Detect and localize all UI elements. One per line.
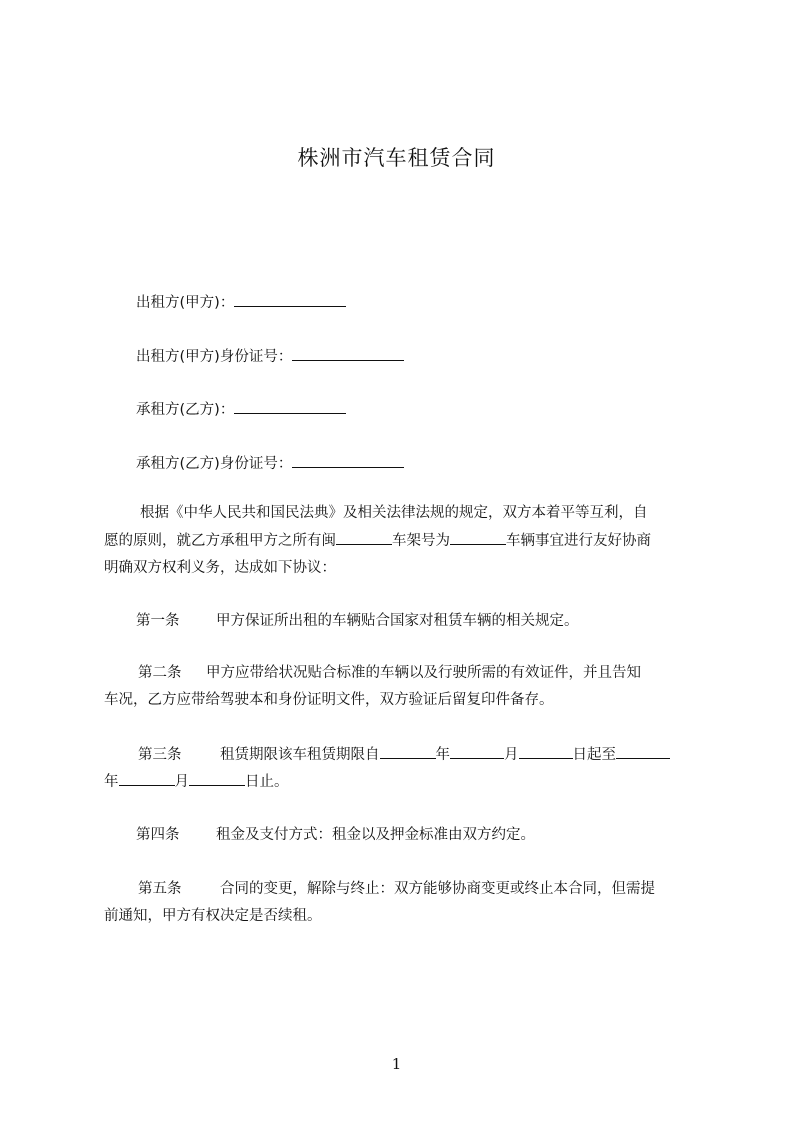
lessee-name-blank bbox=[234, 399, 346, 414]
preamble-text-a: 愿的原则，就乙方承租甲方之所有闽 bbox=[104, 533, 336, 549]
article-1-number: 第一条 bbox=[136, 613, 180, 629]
lessor-id-blank bbox=[292, 346, 404, 361]
year-label: 年 bbox=[435, 747, 450, 763]
lessor-name-label: 出租方(甲方)： bbox=[136, 295, 235, 311]
article-5-number: 第五条 bbox=[138, 881, 182, 897]
preamble-line-3: 明确双方权利义务，达成如下协议： bbox=[104, 560, 336, 576]
lessee-id-label: 承租方(乙方)身份证号： bbox=[136, 456, 293, 472]
end-year-label: 年 bbox=[104, 774, 119, 790]
start-month-blank bbox=[450, 744, 504, 759]
article-1 bbox=[136, 611, 579, 631]
article-3 bbox=[104, 744, 701, 792]
page-title: 株洲市汽车租赁合同 bbox=[297, 146, 496, 170]
article-2-line-2: 车况，乙方应带给驾驶本和身份证明文件，双方验证后留复印件备存。 bbox=[104, 692, 554, 708]
month-label: 月 bbox=[504, 747, 519, 763]
day-label: 日起至 bbox=[572, 747, 616, 763]
preamble bbox=[104, 503, 701, 576]
article-2-text-1: 甲方应带给状况贴合标准的车辆以及行驶所需的有效证件，并且告知 bbox=[206, 665, 641, 681]
end-year-blank bbox=[616, 744, 670, 759]
end-day-label: 日止。 bbox=[245, 774, 289, 790]
vin-blank bbox=[450, 530, 506, 545]
start-year-blank bbox=[380, 744, 436, 759]
lessor-name-line bbox=[136, 292, 346, 313]
preamble-line-2 bbox=[104, 530, 651, 551]
article-5 bbox=[104, 879, 701, 927]
plate-number-blank bbox=[336, 530, 392, 545]
article-3-line-2 bbox=[104, 771, 289, 792]
lessor-id-label: 出租方(甲方)身份证号： bbox=[136, 349, 293, 365]
lessee-id-blank bbox=[292, 453, 404, 468]
article-4-text: 租金及支付方式：租金以及押金标准由双方约定。 bbox=[216, 827, 535, 843]
article-3-text: 租赁期限该车租赁期限自 bbox=[220, 747, 380, 763]
start-day-blank bbox=[519, 744, 573, 759]
lessee-name-label: 承租方(乙方)： bbox=[136, 402, 235, 418]
article-4 bbox=[136, 825, 535, 845]
article-5-text-1: 合同的变更，解除与终止：双方能够协商变更或终止本合同，但需提 bbox=[220, 881, 655, 897]
lessor-id-line bbox=[136, 346, 404, 367]
article-3-number: 第三条 bbox=[138, 747, 182, 763]
page-number: 1 bbox=[391, 1055, 402, 1073]
article-3-line-1 bbox=[138, 744, 670, 765]
preamble-line-1: 根据《中华人民共和国民法典》及相关法律法规的规定，双方本着平等互利，自 bbox=[140, 505, 648, 521]
article-5-line-1 bbox=[138, 879, 655, 899]
end-day-blank bbox=[189, 771, 245, 786]
lessee-id-line bbox=[136, 453, 404, 474]
article-2-line-1 bbox=[138, 663, 641, 683]
lessor-name-blank bbox=[234, 292, 346, 307]
article-2 bbox=[104, 663, 701, 711]
end-month-label: 月 bbox=[174, 774, 189, 790]
lessee-name-line bbox=[136, 399, 346, 420]
article-5-line-2: 前通知，甲方有权决定是否续租。 bbox=[104, 908, 322, 924]
article-1-text: 甲方保证所出租的车辆贴合国家对租赁车辆的相关规定。 bbox=[216, 613, 579, 629]
preamble-text-b: 车架号为 bbox=[392, 533, 450, 549]
preamble-text-c: 车辆事宜进行友好协商 bbox=[506, 533, 651, 549]
article-4-number: 第四条 bbox=[136, 827, 180, 843]
article-2-number: 第二条 bbox=[138, 665, 182, 681]
end-month-blank bbox=[119, 771, 175, 786]
